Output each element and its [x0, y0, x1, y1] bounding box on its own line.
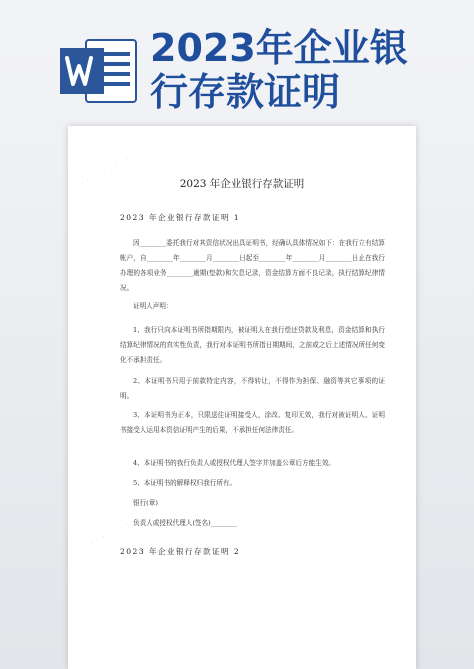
watermark: · · · · · · · · ·: [78, 153, 132, 190]
statement-item-2: 2、本证明书只用于前款特定内容，不得转让，不得作为担保、融资等其它事项的证明。: [120, 377, 385, 400]
statement-item-3: 3、本证明书为正本，只限送往证明接受人，涂改、复印无效，我行对被证明人、证明书接受人运用本资信证明产生的后果，不承担任何法律责任。: [120, 411, 385, 434]
bank-seal: 银行(章): [133, 499, 158, 507]
statement-item-1: 1、我行只向本证明书所指期限内，被证明人在我行偿还贷款及利息，资金结算和执行结算纪律情况的真实性负责，我行对本证明书所指日期期间，之前或之后上述情况所任何变化不承担责任。: [120, 326, 385, 364]
word-document-icon: [60, 36, 138, 106]
section-heading-2: 2023 年企业银行存款证明 2: [120, 547, 241, 556]
page-title-line-2: 行存款证明: [150, 70, 341, 114]
section-heading-1: 2023 年企业银行存款证明 1: [120, 213, 241, 222]
header-banner: [0, 0, 474, 130]
signature-line: 负责人或授权代理人(签名)________: [133, 519, 238, 527]
watermark: · · · · · · · · ·: [88, 513, 142, 550]
page-title: [150, 26, 408, 114]
watermark: · · · · · · · · ·: [228, 313, 282, 350]
statement-label: 证明人声明：: [133, 302, 173, 310]
document-preview[interactable]: [68, 126, 416, 669]
page-title-line-1: 2023年企业银: [150, 26, 408, 70]
document-title: 2023 年企业银行存款证明: [179, 178, 305, 190]
paragraph-entrust: 因________委托我行对其资信状况出具证明书，经确认具体情况如下：在我行立有结算帐户，自________年________月________日起至________年________月________日止在我行办理的各项业务________逾期(垫款)和欠息记录，资金结算方面不良记录，执行结算纪律情况。: [120, 239, 385, 292]
statement-item-4: 4、本证明书的我行负责人或授权代理人签字并加盖公章后方能生效。: [133, 459, 336, 467]
statement-item-5: 5、本证明书的解释权归我行所有。: [133, 479, 237, 487]
